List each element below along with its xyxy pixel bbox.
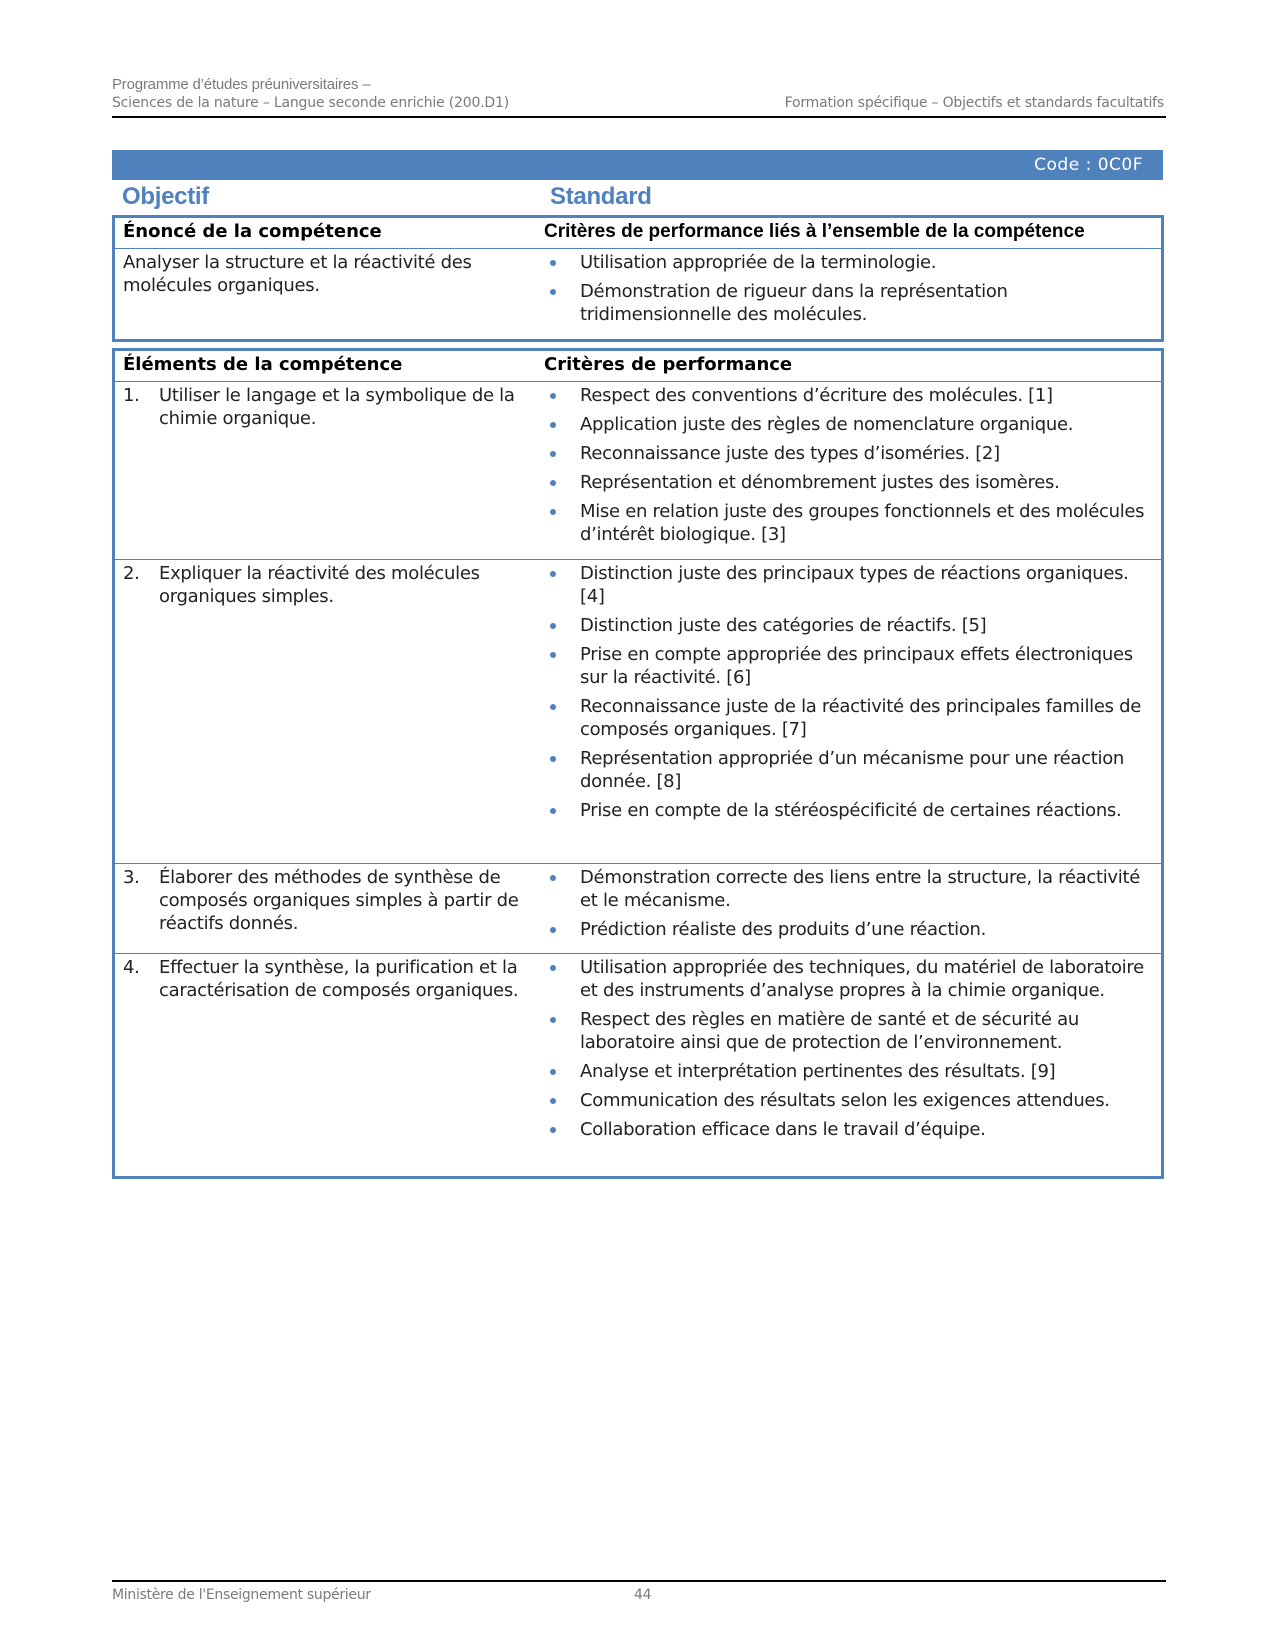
table-row xyxy=(115,248,1161,339)
elements-header: Éléments de la compétence xyxy=(123,354,403,375)
code-bar xyxy=(112,150,1163,180)
list-item: Reconnaissance juste des types d’isoméries. [2] xyxy=(544,442,1155,465)
global-criteria-header: Critères de performance liés à l’ensemble de la compétence xyxy=(544,221,1085,242)
list-item: Utilisation appropriée des techniques, du matériel de laboratoire et des instruments d’analyse propres à la chimie organique. xyxy=(544,956,1155,1002)
list-item: Démonstration de rigueur dans la représentation tridimensionnelle des molécules. xyxy=(544,280,1155,326)
ministry-name: Ministère de l'Enseignement supérieur xyxy=(112,1587,371,1603)
list-item: Respect des règles en matière de santé et de sécurité au laboratoire ainsi que de protection de l’environnement. xyxy=(544,1008,1155,1054)
bullet-icon xyxy=(550,260,556,266)
list-item: Application juste des règles de nomenclature organique. xyxy=(544,413,1155,436)
element-text: Utiliser le langage et la symbolique de la chimie organique. xyxy=(159,385,515,429)
table-row xyxy=(115,559,1161,863)
element-number: 2. xyxy=(123,563,140,584)
bullet-icon xyxy=(550,808,556,814)
bullet-icon xyxy=(550,875,556,881)
criteria-cell xyxy=(544,560,1161,863)
list-item: Mise en relation juste des groupes fonctionnels et des molécules d’intérêt biologique. [3] xyxy=(544,500,1155,546)
criteria-list xyxy=(544,562,1155,822)
competence-table xyxy=(112,215,1164,342)
bullet-icon xyxy=(550,652,556,658)
bullet-icon xyxy=(550,289,556,295)
list-item: Représentation et dénombrement justes des isomères. xyxy=(544,471,1155,494)
list-item: Représentation appropriée d’un mécanisme pour une réaction donnée. [8] xyxy=(544,747,1155,793)
element-cell xyxy=(115,864,544,953)
list-item: Respect des conventions d’écriture des molécules. [1] xyxy=(544,384,1155,407)
list-item: Communication des résultats selon les exigences attendues. xyxy=(544,1089,1155,1112)
list-item: Utilisation appropriée de la terminologie. xyxy=(544,251,1155,274)
program-title: Programme d’études préuniversitaires – xyxy=(112,76,371,93)
criteria-list xyxy=(544,866,1155,941)
bullet-icon xyxy=(550,623,556,629)
criteria-cell xyxy=(544,864,1161,953)
code-label: Code : 0C0F xyxy=(1034,155,1143,175)
bullet-icon xyxy=(550,1127,556,1133)
page-number: 44 xyxy=(634,1587,652,1603)
list-item: Prise en compte de la stéréospécificité de certaines réactions. xyxy=(544,799,1155,822)
table-row xyxy=(115,863,1161,953)
bullet-icon xyxy=(550,509,556,515)
bullet-icon xyxy=(550,422,556,428)
list-item: Reconnaissance juste de la réactivité des principales familles de composés organiques. [7] xyxy=(544,695,1155,741)
table-header-row xyxy=(115,218,1161,248)
global-criteria-cell xyxy=(544,249,1161,339)
criteria-list xyxy=(544,956,1155,1141)
bullet-icon xyxy=(550,1017,556,1023)
page-header xyxy=(112,74,1166,118)
list-item: Distinction juste des catégories de réactifs. [5] xyxy=(544,614,1155,637)
criteria-header: Critères de performance xyxy=(544,354,793,375)
element-number: 1. xyxy=(123,385,140,406)
bullet-icon xyxy=(550,393,556,399)
list-item: Distinction juste des principaux types de réactions organiques. [4] xyxy=(544,562,1155,608)
global-criteria-list xyxy=(544,251,1155,326)
list-item: Démonstration correcte des liens entre la structure, la réactivité et le mécanisme. xyxy=(544,866,1155,912)
page-footer xyxy=(112,1580,1166,1603)
element-text: Élaborer des méthodes de synthèse de composés organiques simples à partir de réactifs donnés. xyxy=(159,867,519,934)
criteria-cell xyxy=(544,382,1161,559)
bullet-icon xyxy=(550,480,556,486)
element-cell xyxy=(115,560,544,863)
elements-table xyxy=(112,348,1164,1179)
list-item: Collaboration efficace dans le travail d’équipe. xyxy=(544,1118,1155,1141)
bullet-icon xyxy=(550,1069,556,1075)
element-number: 4. xyxy=(123,957,140,978)
element-text: Effectuer la synthèse, la purification et la caractérisation de composés organiques. xyxy=(159,957,519,1001)
bullet-icon xyxy=(550,451,556,457)
section-title: Formation spécifique – Objectifs et standards facultatifs xyxy=(784,95,1164,111)
bullet-icon xyxy=(550,756,556,762)
criteria-list xyxy=(544,384,1155,546)
bullet-icon xyxy=(550,927,556,933)
bullet-icon xyxy=(550,571,556,577)
objectif-heading: Objectif xyxy=(122,183,209,210)
criteria-cell xyxy=(544,954,1161,1176)
competence-statement-header: Énoncé de la compétence xyxy=(123,221,382,242)
standard-heading: Standard xyxy=(550,183,652,210)
element-number: 3. xyxy=(123,867,140,888)
bullet-icon xyxy=(550,1098,556,1104)
program-subtitle: Sciences de la nature – Langue seconde enrichie (200.D1) xyxy=(112,95,509,111)
list-item: Prédiction réaliste des produits d’une réaction. xyxy=(544,918,1155,941)
table-row xyxy=(115,953,1161,1176)
element-text: Expliquer la réactivité des molécules organiques simples. xyxy=(159,563,480,607)
list-item: Prise en compte appropriée des principaux effets électroniques sur la réactivité. [6] xyxy=(544,643,1155,689)
competence-statement: Analyser la structure et la réactivité des molécules organiques. xyxy=(123,252,472,296)
element-cell xyxy=(115,954,544,1176)
bullet-icon xyxy=(550,965,556,971)
table-row xyxy=(115,381,1161,559)
list-item: Analyse et interprétation pertinentes des résultats. [9] xyxy=(544,1060,1155,1083)
bullet-icon xyxy=(550,704,556,710)
element-cell xyxy=(115,382,544,559)
table-header-row xyxy=(115,351,1161,381)
